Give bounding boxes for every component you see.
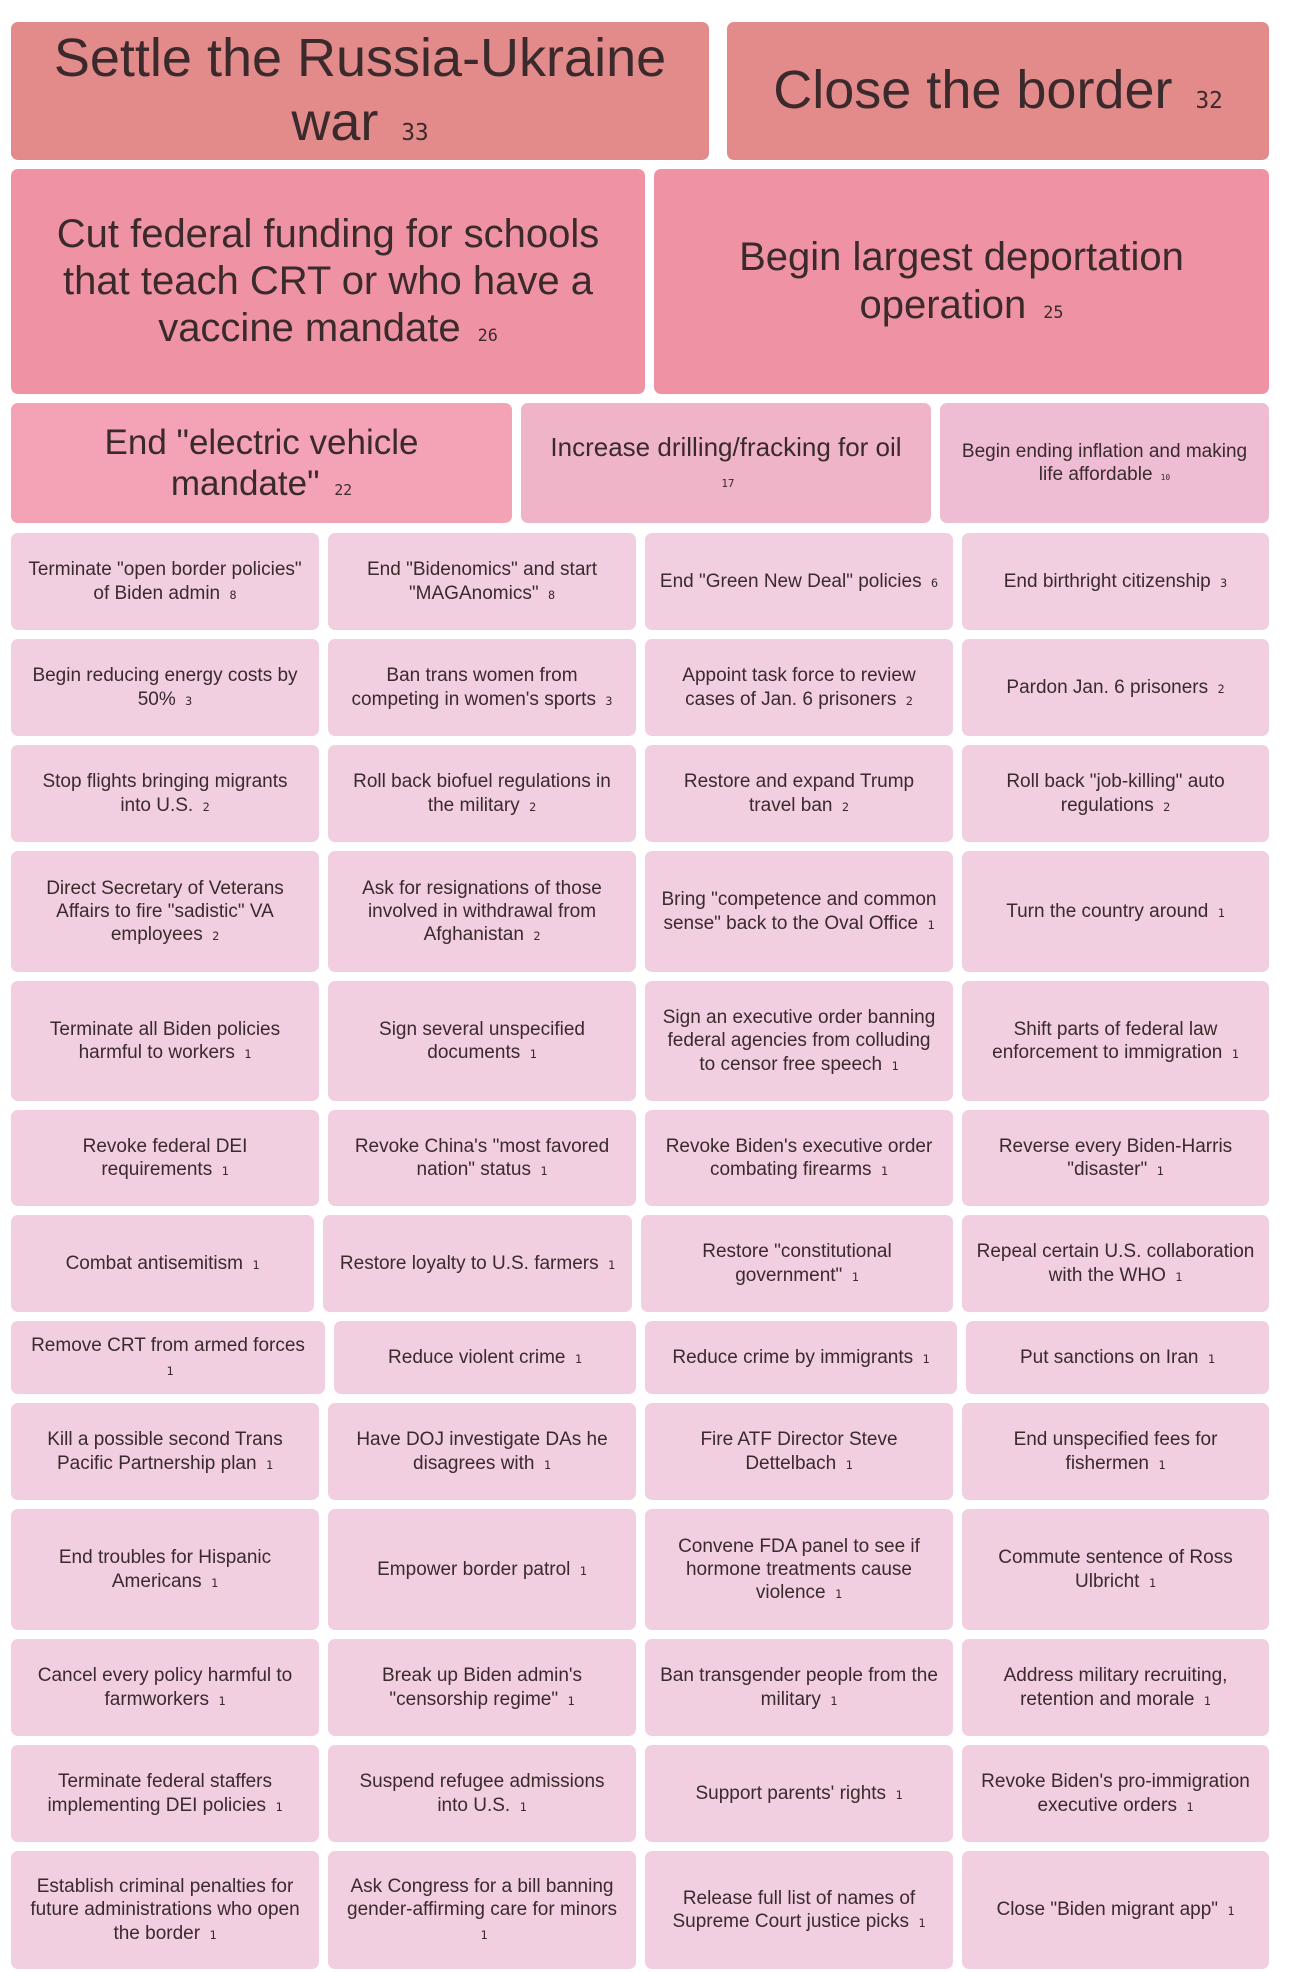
treemap-cell-restore-loyalty-to-u-s-farmers	[323, 1215, 632, 1312]
treemap-cell-label: End "Bidenomics" and start "MAGAnomics"	[367, 559, 597, 604]
treemap-cell-cut-federal-funding-for-schools-that-teach-crt-o	[11, 169, 645, 394]
treemap-cell-count: 1	[1203, 1693, 1211, 1708]
treemap-cell-count: 33	[401, 120, 429, 146]
treemap-cell-label: Restore loyalty to U.S. farmers	[339, 1252, 599, 1274]
treemap-cell-label: Have DOJ investigate DAs he disagrees with	[356, 1429, 608, 1474]
treemap-cell-label: Begin ending inflation and making life affordable	[961, 440, 1248, 485]
treemap-cell-repeal-certain-u-s-collaboration-with-the-who	[962, 1215, 1269, 1312]
treemap-cell-ask-congress-for-a-bill-banning-gender-affirming	[328, 1851, 636, 1969]
treemap-cell-pardon-jan-6-prisoners	[962, 639, 1269, 736]
treemap-cell-text	[659, 1535, 939, 1605]
treemap-cell-label: Ask for resignations of those involved in withdrawal from Afghanistan	[362, 877, 602, 946]
treemap-cell-label: End birthright citizenship	[1003, 570, 1211, 592]
treemap-cell-text	[659, 664, 939, 710]
treemap-cell-text	[976, 1240, 1255, 1286]
treemap-cell-label: Roll back "job-killing" auto regulations	[1006, 771, 1225, 816]
treemap-cell-text	[1006, 900, 1225, 923]
treemap-cell-label: Empower border patrol	[377, 1558, 571, 1580]
treemap-cell-revoke-china-s-most-favored-nation-status	[328, 1110, 636, 1206]
treemap-cell-count: 3	[185, 693, 193, 708]
treemap-cell-count: 1	[211, 1575, 219, 1590]
treemap-cell-text	[976, 1546, 1255, 1592]
treemap-cell-end-birthright-citizenship	[962, 533, 1269, 630]
treemap-cell-label: Suspend refugee admissions into U.S.	[359, 1771, 605, 1816]
treemap-cell-count: 2	[905, 693, 913, 708]
treemap-cell-bring-competence-and-common-sense-back-to-the-ov	[645, 851, 953, 972]
treemap-cell-text	[1004, 570, 1227, 593]
treemap-cell-revoke-biden-s-executive-order-combating-firearm	[645, 1110, 953, 1206]
treemap-cell-put-sanctions-on-iran	[966, 1321, 1269, 1394]
treemap-cell-text	[340, 1252, 615, 1275]
treemap-cell-count: 1	[845, 1457, 853, 1472]
treemap-cell-remove-crt-from-armed-forces	[11, 1321, 325, 1394]
treemap-cell-roll-back-job-killing-auto-regulations	[962, 745, 1269, 842]
treemap-cell-appoint-task-force-to-review-cases-of-jan-6-pris	[645, 639, 953, 736]
treemap-cell-count: 1	[891, 1058, 899, 1073]
treemap-cell-label: End "Green New Deal" policies	[659, 570, 922, 592]
treemap-cell-text	[659, 1664, 939, 1710]
treemap-cell-text	[342, 770, 622, 816]
treemap-cell-restore-constitutional-government	[641, 1215, 953, 1312]
treemap-cell-label: Revoke Biden's executive order combating firearms	[665, 1135, 933, 1180]
treemap-cell-label: Cut federal funding for schools that teach CRT or who have a vaccine mandate	[56, 211, 600, 351]
treemap-cell-label: Support parents' rights	[695, 1782, 887, 1804]
treemap-cell-settle-the-russia-ukraine-war	[11, 22, 709, 160]
treemap-cell-text	[695, 1782, 902, 1805]
treemap-cell-label: End troubles for Hispanic Americans	[58, 1547, 272, 1592]
treemap-cell-text	[660, 570, 938, 593]
treemap-cell-end-bidenomics-and-start-maganomics	[328, 533, 636, 630]
treemap-cell-text	[25, 1770, 305, 1816]
treemap-cell-count: 1	[221, 1164, 229, 1178]
treemap-cell-end-unspecified-fees-for-fishermen	[962, 1403, 1269, 1500]
treemap-cell-count: 2	[529, 799, 537, 814]
treemap-cell-text	[25, 1428, 305, 1474]
treemap-cell-count: 22	[334, 482, 353, 499]
treemap-cell-kill-a-possible-second-trans-pacific-partnership	[11, 1403, 319, 1500]
treemap-cell-count: 2	[533, 929, 541, 944]
treemap-cell-count: 17	[721, 477, 735, 490]
treemap-cell-label: Revoke federal DEI requirements	[82, 1135, 248, 1180]
treemap-cell-label: Sign several unspecified documents	[379, 1018, 585, 1063]
treemap-cell-direct-secretary-of-veterans-affairs-to-fire-sad	[11, 851, 319, 972]
treemap-cell-label: Reduce violent crime	[388, 1346, 566, 1368]
treemap-cell-end-electric-vehicle-mandate	[11, 403, 512, 523]
treemap-cell-count: 1	[1217, 905, 1225, 920]
treemap-cell-sign-several-unspecified-documents	[328, 981, 636, 1101]
treemap-cell-label: Put sanctions on Iran	[1020, 1346, 1199, 1368]
treemap-cell-count: 1	[1156, 1164, 1164, 1178]
treemap-cell-text	[66, 1252, 260, 1275]
treemap-cell-close-the-border	[727, 22, 1269, 160]
treemap-cell-release-full-list-of-names-of-supreme-court-just	[645, 1851, 953, 1969]
treemap-cell-text	[655, 1240, 939, 1286]
treemap-cell-text	[659, 888, 939, 934]
treemap-cell-ban-trans-women-from-competing-in-women-s-sports	[328, 639, 636, 736]
treemap-cell-label: Close "Biden migrant app"	[996, 1899, 1219, 1921]
treemap-cell-label: Ban transgender people from the military	[660, 1665, 938, 1710]
treemap-cell-label: Repeal certain U.S. collaboration with the WHO	[976, 1241, 1255, 1286]
treemap-cell-text	[659, 770, 939, 816]
treemap-cell-reduce-crime-by-immigrants	[645, 1321, 957, 1394]
treemap-cell-label: Close the border	[773, 60, 1173, 121]
treemap-cell-count: 1	[540, 1164, 548, 1178]
treemap-cell-text	[543, 432, 909, 493]
treemap-cell-text	[1020, 1346, 1215, 1369]
treemap-cell-text	[342, 664, 622, 710]
treemap-cell-text	[996, 1898, 1234, 1921]
treemap-cell-label: Address military recruiting, retention and morale	[1003, 1665, 1228, 1710]
treemap-cell-revoke-federal-dei-requirements	[11, 1110, 319, 1206]
treemap-cell-count: 1	[922, 1351, 930, 1366]
treemap-cell-label: Terminate all Biden policies harmful to workers	[49, 1018, 281, 1063]
treemap-cell-count: 1	[927, 917, 935, 932]
treemap-cell-text	[659, 1887, 939, 1933]
treemap-cell-end-troubles-for-hispanic-americans	[11, 1509, 319, 1630]
treemap-cell-have-doj-investigate-das-he-disagrees-with	[328, 1403, 636, 1500]
treemap-cell-label: Reduce crime by immigrants	[672, 1346, 914, 1368]
treemap-cell-count: 1	[519, 1799, 527, 1814]
treemap-cell-count: 1	[275, 1799, 283, 1814]
treemap-cell-label: Begin reducing energy costs by 50%	[32, 665, 298, 710]
treemap-cell-commute-sentence-of-ross-ulbricht	[962, 1509, 1269, 1630]
treemap-cell-label: Settle the Russia-Ukraine war	[53, 28, 667, 152]
treemap-cell-increase-drilling-fracking-for-oil	[521, 403, 931, 523]
treemap-cell-text	[25, 1546, 305, 1592]
treemap-cell-label: Sign an executive order banning federal agencies from colluding to censor free speech	[662, 1007, 936, 1075]
treemap-cell-count: 1	[880, 1164, 889, 1178]
treemap-cell-count: 1	[252, 1257, 260, 1272]
treemap-cell-ask-for-resignations-of-those-involved-in-withdr	[328, 851, 636, 972]
treemap-cell-text	[33, 211, 623, 353]
treemap-cell-count: 6	[930, 575, 939, 590]
treemap-cell-count: 2	[202, 799, 210, 814]
treemap-cell-count: 32	[1195, 88, 1223, 115]
treemap-cell-label: Revoke Biden's pro-immigration executive orders	[981, 1771, 1250, 1816]
treemap-cell-label: Break up Biden admin's "censorship regime"	[381, 1665, 583, 1710]
treemap-cell-text	[976, 1664, 1255, 1710]
treemap-cell-cancel-every-policy-harmful-to-farmworkers	[11, 1639, 319, 1736]
treemap-cell-text	[954, 440, 1255, 486]
treemap-cell-text	[25, 1018, 305, 1064]
treemap-cell-label: Stop flights bringing migrants into U.S.	[42, 771, 288, 816]
treemap-cell-count: 1	[543, 1457, 551, 1472]
treemap-cell-count: 1	[529, 1047, 537, 1061]
treemap-cell-convene-fda-panel-to-see-if-hormone-treatments-c	[645, 1509, 953, 1630]
treemap-cell-count: 3	[1220, 575, 1228, 590]
treemap-cell-text	[773, 59, 1223, 123]
treemap-cell-label: Increase drilling/fracking for oil	[550, 432, 902, 463]
treemap-cell-text	[25, 1334, 311, 1380]
treemap-cell-text	[342, 1135, 622, 1181]
treemap-cell-label: Begin largest deportation operation	[739, 235, 1184, 327]
treemap-cell-count: 8	[547, 587, 556, 602]
treemap-cell-label: Roll back biofuel regulations in the military	[353, 771, 611, 816]
treemap-cell-text	[342, 1770, 622, 1816]
treemap-cell-text	[388, 1346, 582, 1369]
treemap-cell-label: Pardon Jan. 6 prisoners	[1006, 676, 1209, 698]
treemap-cell-text	[25, 1664, 305, 1710]
treemap-cell-roll-back-biofuel-regulations-in-the-military	[328, 745, 636, 842]
treemap-cell-label: Revoke China's "most favored nation" status	[354, 1135, 610, 1180]
treemap-cell-count: 1	[244, 1047, 252, 1061]
treemap-cell-text	[659, 1006, 939, 1076]
treemap-cell-count: 1	[918, 1916, 926, 1930]
treemap-cell-count: 1	[1175, 1269, 1183, 1284]
treemap-cell-text	[676, 234, 1247, 328]
treemap-cell-text	[33, 27, 687, 154]
treemap-cell-fire-atf-director-steve-dettelbach	[645, 1403, 953, 1500]
treemap-cell-label: Direct Secretary of Veterans Affairs to fire "sadistic" VA employees	[46, 877, 284, 946]
treemap-cell-label: Terminate federal staffers implementing DEI policies	[47, 1771, 273, 1816]
treemap-cell-label: Shift parts of federal law enforcement to immigration	[992, 1018, 1223, 1063]
treemap-cell-text	[25, 558, 305, 604]
treemap-cell-text	[672, 1346, 929, 1369]
treemap-cell-break-up-biden-admin-s-censorship-regime	[328, 1639, 636, 1736]
treemap-cell-count: 1	[1207, 1351, 1215, 1366]
treemap-cell-begin-ending-inflation-and-making-life-affordabl	[940, 403, 1269, 523]
treemap-cell-text	[976, 770, 1255, 816]
treemap-cell-text	[25, 664, 305, 710]
treemap-cell-count: 1	[608, 1257, 616, 1272]
treemap-cell-turn-the-country-around	[962, 851, 1269, 972]
treemap-cell-label: Bring "competence and common sense" back to the Oval Office	[661, 889, 937, 934]
treemap-cell-label: Combat antisemitism	[65, 1252, 243, 1274]
treemap-cell-label: Turn the country around	[1006, 900, 1209, 922]
treemap-cell-count: 1	[895, 1787, 903, 1802]
treemap-cell-count: 1	[1231, 1047, 1239, 1061]
treemap-cell-text	[976, 1428, 1255, 1474]
treemap-cell-count: 1	[1148, 1575, 1156, 1590]
treemap-cell-terminate-open-border-policies-of-biden-admin	[11, 533, 319, 630]
treemap-cell-text	[976, 1018, 1255, 1064]
treemap-cell-text	[342, 558, 622, 604]
treemap-cell-restore-and-expand-trump-travel-ban	[645, 745, 953, 842]
treemap-cell-text	[976, 1135, 1255, 1181]
treemap-cell-count: 1	[480, 1927, 488, 1942]
treemap-cell-count: 1	[1158, 1457, 1166, 1472]
treemap-cell-count: 1	[851, 1269, 859, 1284]
treemap-cell-count: 25	[1043, 301, 1064, 322]
treemap-cell-count: 2	[1163, 799, 1171, 814]
treemap-cell-count: 1	[567, 1693, 575, 1708]
treemap-cell-count: 2	[212, 929, 220, 944]
treemap-cell-label: Release full list of names of Supreme Court justice picks	[672, 1887, 916, 1932]
treemap-cell-revoke-biden-s-pro-immigration-executive-orders	[962, 1745, 1269, 1842]
treemap-cell-label: Commute sentence of Ross Ulbricht	[998, 1547, 1233, 1592]
treemap-cell-text	[25, 1135, 305, 1181]
treemap-cell-label: Kill a possible second Trans Pacific Partnership plan	[47, 1429, 283, 1474]
treemap-cell-text	[25, 1875, 305, 1945]
treemap-cell-count: 1	[579, 1563, 587, 1578]
treemap-cell-terminate-federal-staffers-implementing-dei-poli	[11, 1745, 319, 1842]
treemap-cell-suspend-refugee-admissions-into-u-s	[328, 1745, 636, 1842]
treemap-cell-close-biden-migrant-app	[962, 1851, 1269, 1969]
treemap-cell-label: End unspecified fees for fishermen	[1013, 1429, 1218, 1474]
treemap-cell-label: Convene FDA panel to see if hormone treatments cause violence	[678, 1535, 920, 1604]
treemap-cell-label: Appoint task force to review cases of Jan. 6 prisoners	[682, 665, 916, 710]
treemap-cell-ban-transgender-people-from-the-military	[645, 1639, 953, 1736]
treemap-cell-text	[659, 1428, 939, 1474]
treemap-cell-label: End "electric vehicle mandate"	[104, 422, 419, 503]
treemap-cell-text	[1006, 676, 1224, 699]
treemap-cell-count: 1	[1227, 1904, 1235, 1919]
treemap-cell-establish-criminal-penalties-for-future-administ	[11, 1851, 319, 1969]
treemap-cell-count: 1	[830, 1693, 838, 1708]
treemap-cell-text	[25, 877, 305, 947]
treemap-cell-text	[342, 1018, 622, 1064]
treemap-cell-end-green-new-deal-policies	[645, 533, 953, 630]
treemap-cell-begin-largest-deportation-operation	[654, 169, 1269, 394]
treemap-cell-count: 1	[1186, 1799, 1194, 1814]
treemap-cell-text	[33, 422, 490, 505]
treemap-cell-label: Fire ATF Director Steve Dettelbach	[700, 1429, 898, 1474]
treemap-cell-text	[342, 1664, 622, 1710]
treemap-cell-combat-antisemitism	[11, 1215, 314, 1312]
treemap-cell-count: 1	[218, 1693, 226, 1708]
treemap-cell-shift-parts-of-federal-law-enforcement-to-immigr	[962, 981, 1269, 1101]
treemap-cell-text	[25, 770, 305, 816]
treemap-cell-terminate-all-biden-policies-harmful-to-workers	[11, 981, 319, 1101]
treemap-cell-count: 3	[605, 693, 613, 708]
treemap-cell-count: 26	[477, 325, 498, 346]
treemap-cell-text	[342, 877, 622, 947]
treemap-cell-address-military-recruiting-retention-and-morale	[962, 1639, 1269, 1736]
treemap-cell-label: Remove CRT from armed forces	[31, 1335, 305, 1357]
treemap-cell-stop-flights-bringing-migrants-into-u-s	[11, 745, 319, 842]
treemap-cell-count: 1	[209, 1927, 217, 1942]
treemap-cell-label: Ban trans women from competing in women's sports	[351, 665, 596, 710]
treemap-cell-count: 1	[574, 1351, 582, 1366]
treemap-cell-text	[342, 1428, 622, 1474]
treemap-cell-count: 8	[229, 587, 237, 602]
treemap-cell-text	[342, 1875, 622, 1945]
treemap-cell-reduce-violent-crime	[334, 1321, 636, 1394]
treemap-cell-text	[976, 1770, 1255, 1816]
treemap-cell-count: 1	[835, 1587, 843, 1602]
treemap-cell-label: Reverse every Biden-Harris "disaster"	[998, 1135, 1233, 1180]
treemap-cell-begin-reducing-energy-costs-by-50	[11, 639, 319, 736]
treemap-cell-text	[659, 1135, 939, 1181]
treemap-cell-reverse-every-biden-harris-disaster	[962, 1110, 1269, 1206]
treemap-cell-label: Restore and expand Trump travel ban	[683, 771, 915, 816]
treemap-cell-label: Restore "constitutional government"	[702, 1241, 892, 1286]
treemap-cell-label: Cancel every policy harmful to farmworkers	[37, 1665, 293, 1710]
treemap-cell-label: Terminate "open border policies" of Biden admin	[28, 559, 302, 604]
treemap-cell-text	[377, 1558, 587, 1581]
treemap-cell-empower-border-patrol	[328, 1509, 636, 1630]
treemap-cell-label: Establish criminal penalties for future administrations who open the border	[30, 1876, 300, 1944]
treemap-cell-count: 1	[265, 1457, 274, 1472]
treemap-cell-support-parents-rights	[645, 1745, 953, 1842]
treemap-cell-count: 10	[1160, 473, 1171, 482]
treemap-cell-count: 2	[1217, 681, 1225, 696]
treemap-cell-label: Ask Congress for a bill banning gender-affirming care for minors	[347, 1876, 617, 1921]
treemap-cell-count: 2	[841, 799, 849, 814]
treemap-cell-sign-an-executive-order-banning-federal-agencies	[645, 981, 953, 1101]
treemap-cell-count: 1	[166, 1363, 174, 1378]
